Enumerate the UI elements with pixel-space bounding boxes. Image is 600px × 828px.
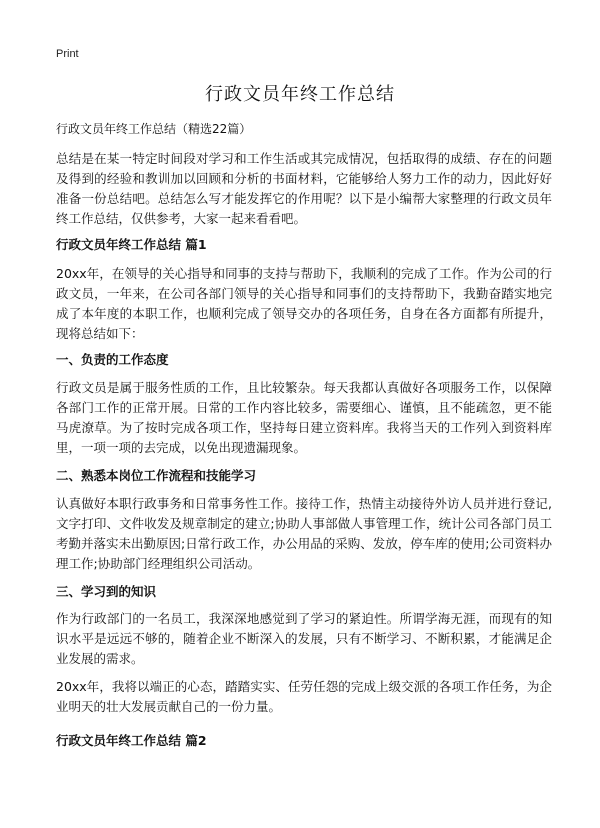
paragraph-workflow-skills: 认真做好本职行政事务和日常事务性工作。接待工作，热情主动接待外访人员并进行登记,文字打印、文件收发及规章制定的建立;协助人事部做人事管理工作，统计公司各部门员工考勤并落实未出勤原因;日常行政工作，办公用品的采购、发放，停车库的使用;公司资料办理工作;协助部门经理组织公司活动。 (56, 496, 552, 571)
print-link[interactable]: Print (56, 48, 79, 60)
section1-paragraph: 20xx年，在领导的关心指导和同事的支持与帮助下，我顺利的完成了工作。作为公司的行政文员，一年来，在公司各部门领导的关心指导和同事们的支持帮助下，我勤奋踏实地完成了本年度的本职工作，也顺利完成了领导交办的各项任务，自身在各方面都有所提升，现将总结如下： (56, 266, 552, 341)
subtitle: 行政文员年终工作总结（精选22篇） (56, 122, 252, 136)
heading-workflow-skills: 二、熟悉本岗位工作流程和技能学习 (56, 468, 257, 483)
section2-heading: 行政文员年终工作总结 篇2 (56, 733, 207, 748)
intro-paragraph: 总结是在某一特定时间段对学习和工作生活或其完成情况，包括取得的成绩、存在的问题及得到的经验和教训加以回顾和分析的书面材料，它能够给人努力工作的动力，因此好好准备一份总结吧。总结怎么写才能发挥它的作用呢？以下是小编帮大家整理的行政文员年终工作总结，仅供参考，大家一起来看看吧。 (56, 151, 552, 226)
heading-work-attitude: 一、负责的工作态度 (56, 352, 169, 367)
paragraph-next-year: 20xx年，我将以端正的心态，踏踏实实、任劳任怨的完成上级交派的各项工作任务，为企业明天的壮大发展贡献自己的一份力量。 (56, 679, 552, 714)
paragraph-learned-knowledge: 作为行政部门的一名员工，我深深地感觉到了学习的紧迫性。所谓学海无涯，而现有的知识水平是远远不够的，随着企业不断深入的发展，只有不断学习、不断积累，才能满足企业发展的需求。 (56, 611, 552, 666)
paragraph-work-attitude: 行政文员是属于服务性质的工作，且比较繁杂。每天我都认真做好各项服务工作，以保障各部门工作的正常开展。日常的工作内容比较多，需要细心、谨慎，且不能疏忽，更不能马虎潦草。为了按时完成各项工作，坚持每日建立资料库。我将当天的工作列入到资料库里，一项一项的去完成，以免出现遗漏现象。 (56, 380, 552, 455)
section1-heading: 行政文员年终工作总结 篇1 (56, 237, 207, 252)
heading-learned-knowledge: 三、学习到的知识 (56, 584, 157, 599)
page-title: 行政文员年终工作总结 (205, 84, 395, 105)
